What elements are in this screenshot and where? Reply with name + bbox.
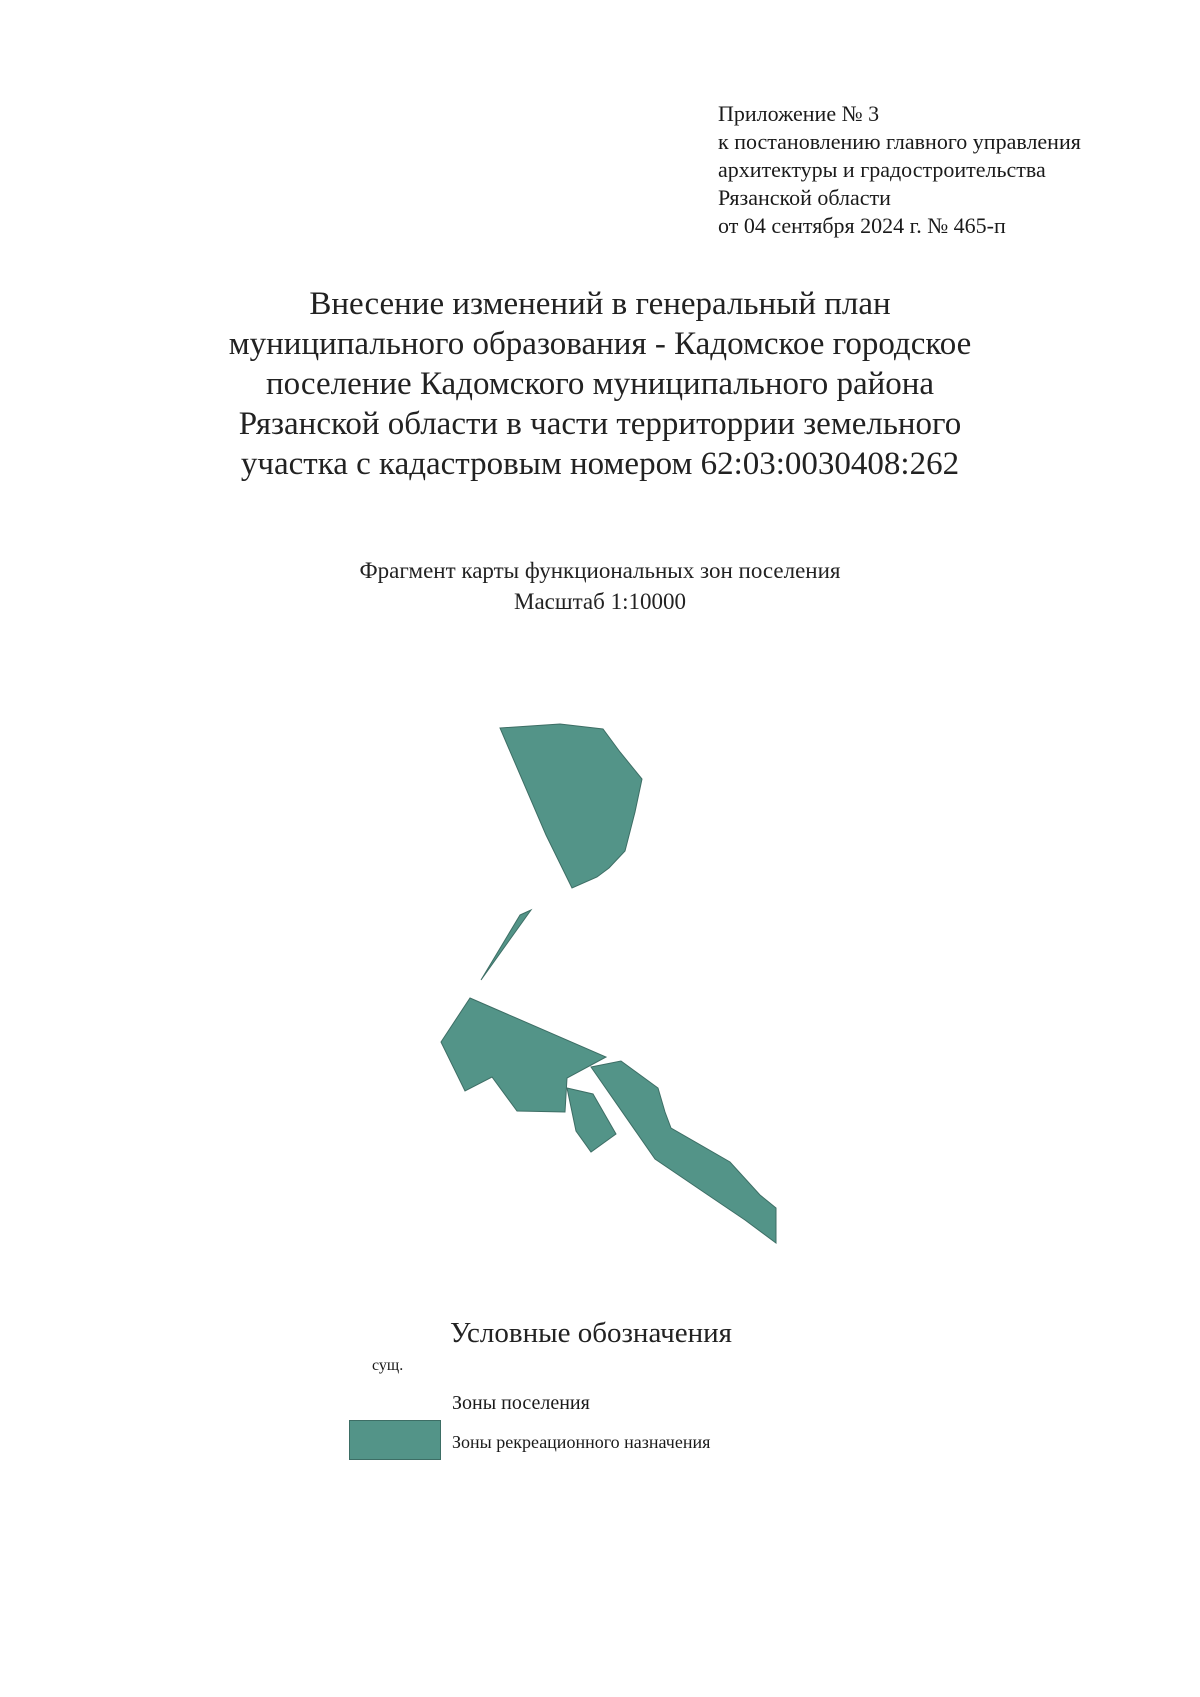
legend-group-label: Зоны поселения [452,1392,590,1414]
appendix-line: Рязанской области [718,185,891,210]
document-title [100,284,1100,484]
title-line: участка с кадастровым номером 62:03:0030408:262 [240,446,960,482]
legend-title: Условные обозначения [450,1317,732,1349]
appendix-line: Приложение № 3 [718,101,880,126]
appendix-line: архитектуры и градостроительства [718,157,1046,182]
zone-map-svg [420,705,800,1255]
title-line: поселение Кадомского муниципального района [265,366,935,402]
recreation-zone-small [567,1088,616,1152]
recreation-zone-east [591,1061,776,1243]
legend-code: сущ. [372,1357,404,1374]
map-caption [200,555,1000,617]
title-line: Внесение изменений в генеральный план [309,286,891,322]
title-line: муниципального образования - Кадомское городское [228,326,972,362]
recreation-zone-strip [481,910,531,980]
appendix-header [718,100,1158,240]
recreation-zone-north [500,724,642,888]
legend-swatch-recreation [349,1420,441,1460]
appendix-line: к постановлению главного управления [718,129,1081,154]
zone-map [420,705,800,1255]
appendix-line: от 04 сентября 2024 г. № 465-п [718,213,1006,238]
map-scale: Масштаб 1:10000 [514,589,686,614]
legend-label-recreation: Зоны рекреационного назначения [452,1432,711,1452]
map-caption-title: Фрагмент карты функциональных зон поселения [359,558,841,583]
title-line: Рязанской области в части территоррии земельного [238,406,962,442]
